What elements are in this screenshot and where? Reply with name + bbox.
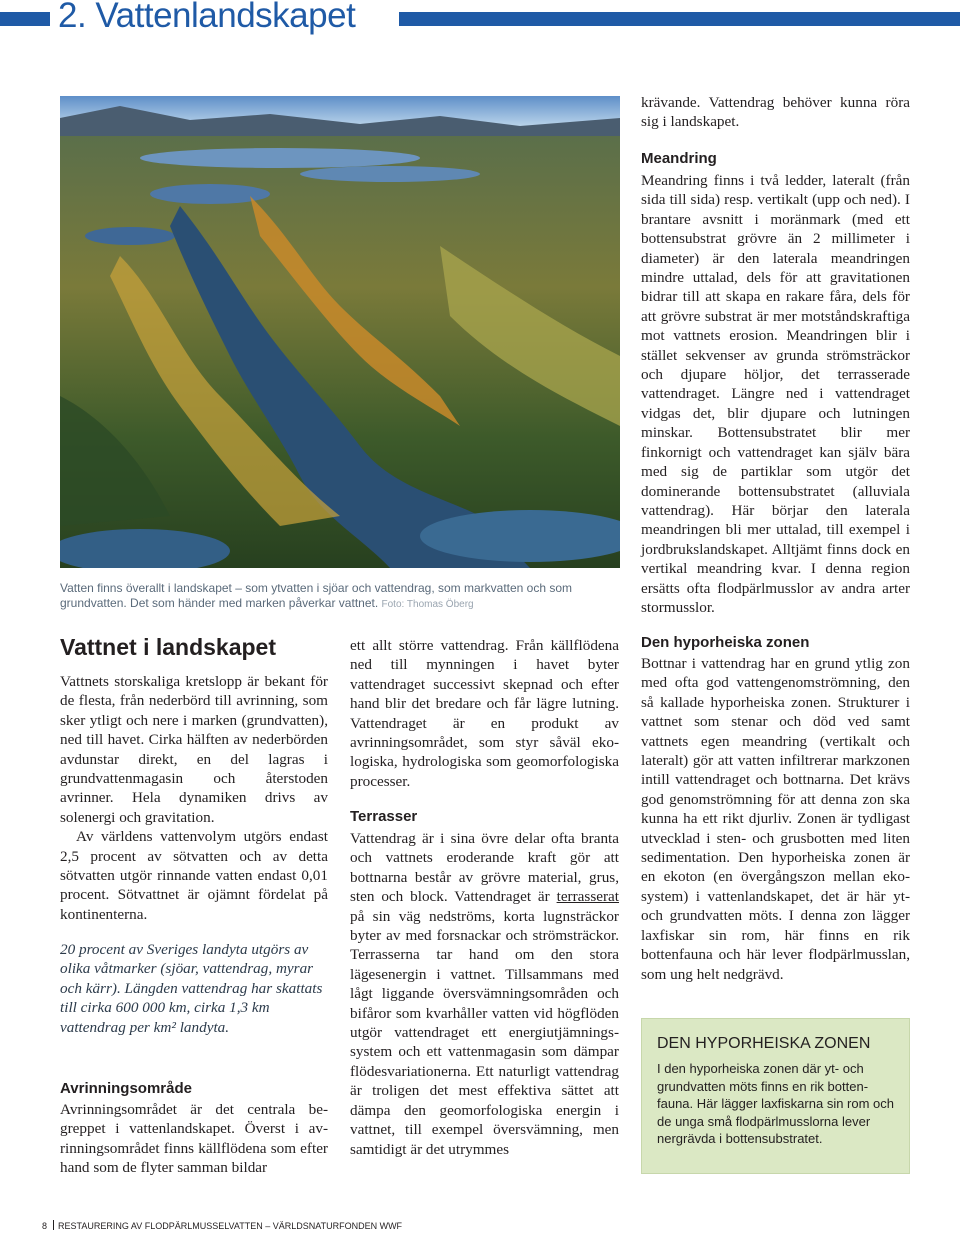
paragraph-avrinningsomrade: Avrinningsområdet är det centrala begreppet i vattenlandskapet. Överst i avrinningsområdet finns källflödena som efter hand som de flyter samman bildar (60, 1101, 328, 1177)
right-column-top (641, 93, 910, 132)
section-heading: Vattnet i landskapet (60, 634, 277, 660)
middle-column (350, 636, 619, 791)
landscape-photo-illustration (60, 96, 620, 568)
paragraph-terrasser (350, 829, 619, 1159)
chapter-title: 2. Vattenlandskapet (58, 0, 356, 35)
terrasser-text-block (350, 829, 619, 1159)
subheading-hyporheiska-zonen: Den hyporheiska zonen (641, 634, 810, 651)
footer-divider (53, 1220, 54, 1230)
page-footer (42, 1220, 402, 1231)
fact-box-text: I den hyporheiska zonen där yt- och grundvatten möts finns en rik bottenfauna. Här lägger laxfiskarna sin rom och de unga små flodpärlmusslorna lever nergrävda i bottensubstratet. (657, 1061, 895, 1147)
fact-box (641, 1018, 910, 1174)
terrasser-text-end: på sin väg nedströms, korta lugnsträckor byter av med forsnackar och strömsträckor. Terrasserna tar hand om den stora lägesenergin i vattnet. Tillsammans med lågt liggande översvämningsområden och bifåror som kvarhåller vatten vid högflöden utgör vattendraget ett energiutjämningssystem och ett vattenmagasin som dämpar flödesvariationerna. Ett naturligt vattendrag är troligen det mest effektiva sättet att dämpa den geomorfologiska energin i vattnet, till exempel översvämning, men samtidigt är det utrymmes (350, 907, 619, 1158)
caption-text: Vatten finns överallt i landskapet – som ytvatten i sjöar och vattendrag, som markvatten och som grundvatten. Det som händer med marken påverkar vattnet. (60, 581, 573, 610)
fact-box-title: DEN HYPORHEISKA ZONEN (657, 1035, 871, 1052)
subheading-meandring: Meandring (641, 150, 717, 167)
meandring-text-block (641, 171, 910, 617)
pull-quote: 20 procent av Sveriges landyta utgörs av olika våtmarker (sjöar, vattendrag, myrar och kärr). Längden vattendrag har skattats till cirka 600 000 km, cirka 1,3 km vattendrag per km² landyta. (60, 941, 323, 1036)
terrasser-text-start: Vattendrag är i sina övre delar ofta branta och vattnets eroderande kraft gör att bottnarna består av grövre material, grus, sten och block. Vattendraget är (350, 830, 619, 906)
paragraph-hyporheiska: Bottnar i vattendrag har en grund ytlig zon med ofta god vattengenomströmning, den så kallade hyporheiska zonen. Strukturer i vattnet som stenar och död ved samt vattnets egen meandring (vertikalt och lateralt) gör att vatten infiltrerar markzonen intill vattendraget och bottnarna. Det krävs god genomströmning för att denna zon ska kunna ha ett rikt djurliv. Zonen är tydligast utvecklad i sten- och grusbotten med liten sedimentation. Den hyporheiska zonen är en ekoton (en övergångszon mellan ekosystem) i vattenlandskapet, det är här yt- och grundvatten möts. I denna zon lägger laxfiskar sin rom, här finns en rik bottenfauna och här lever flodpärlmusslan, som ung helt nedgrävd. (641, 655, 910, 983)
paragraph-meandring: Meandring finns i två ledder, lateralt (från sida till sida) resp. vertikalt (upp och ned). I brantare avsnitt i moränmark (med ett bottensubstrat grövre än 2 millimeter i diameter) är den laterala meandringen mindre uttalad, dels för att gravitationen bidrar till att skapa en rakare fåra, dels för att grövre substrat är mer motståndskraftiga mot vattnets erosion. Meandringen blir i stället sekvenser av grunda strömsträckor och djupare höljor, det terrasserade vattendraget. Längre ned i vattendraget vidgas det, blir djupare och lutningen minskar. Bottensubstratet blir mer finkornigt och vattendraget kan själv bära med sig de partiklar som utgör det dominerande bottensubstratet (alluviala vattendrag). Här börjar den laterala meandringen bli mer uttalad, till exempel i jordbrukslandskapet. Alltjämt finns dock en vertikal meandring kvar. I denna region ersätts ofta flodpärlmusslor av andra arter stormusslor. (641, 172, 910, 616)
subheading-avrinningsomrade: Avrinningsområde (60, 1080, 192, 1097)
avrinningsomrade-text-block (60, 1100, 328, 1178)
hyporheiska-text-block (641, 654, 910, 984)
paragraph-kretslopp: Vattnets storskaliga kretslopp är bekant för de flesta, från nederbörd till avrinning, som sker ytligt och nere i marken (grundvatten), ned till havet. Cirka hälften av nederbörden avdunstar direkt, en del lagras i grundvattenmagasin och återstoden avrinner. Hela dynamiken drivs av solenergi och gravitation. (60, 673, 328, 826)
paragraph-kravande: krävande. Vattendrag behöver kunna röra sig i landskapet. (641, 94, 910, 131)
footer-text: RESTAURERING AV FLODPÄRLMUSSELVATTEN – VÄRLDSNATURFONDEN WWF (58, 1221, 403, 1231)
left-column (60, 672, 328, 924)
header-accent-bar-left (0, 12, 50, 26)
subheading-terrasser: Terrasser (350, 808, 418, 825)
header-accent-bar-right (399, 12, 960, 26)
paragraph-vattendrag: ett allt större vattendrag. Från källflödena ned till mynningen i havet byter vattendraget successivt skepnad och efter hand blir det bredare och får lägre lutning. Vattendraget är en produkt av avrinningsområdet, som styr såväl ekologiska, hydrologiska som geomorfologiska processer. (350, 637, 619, 790)
terrasserat-link[interactable]: terrasserat (556, 888, 619, 906)
landscape-photo (60, 96, 620, 568)
page-number: 8 (42, 1221, 48, 1231)
photo-caption (60, 581, 620, 612)
paragraph-vattenvolym: Av världens vattenvolym utgörs endast 2,5 procent av sötvatten och av detta sötvatten utgör rinnande vatten endast 0,01 procent. Sötvattnet är ojämnt fördelat på kontinenterna. (60, 828, 328, 923)
photo-credit: Foto: Thomas Öberg (381, 599, 474, 610)
